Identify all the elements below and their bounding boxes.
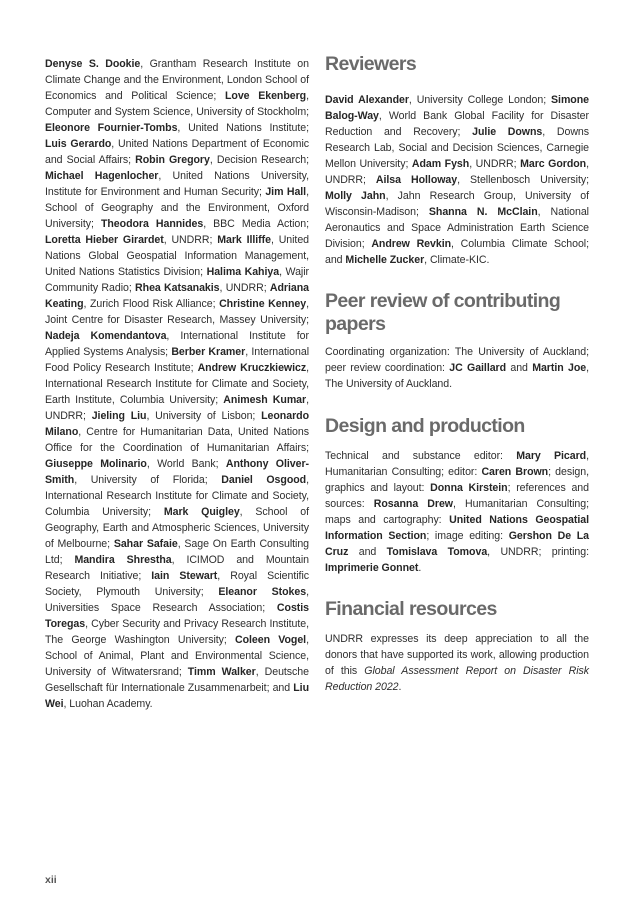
person-name: Coleen Vogel: [235, 634, 307, 646]
person-name: Mark Quigley: [163, 506, 240, 518]
person-name: Adriana Keating: [45, 282, 309, 310]
person-name: Sahar Safaie: [113, 538, 178, 550]
person-name: Simone Balog-Way: [325, 94, 589, 122]
person-name: Eleanor Stokes: [218, 586, 307, 598]
person-name: Luis Gerardo: [45, 138, 112, 150]
person-name: Imprimerie Gonnet: [325, 562, 419, 574]
page-number: xii: [45, 874, 57, 886]
person-name: Andrew Revkin: [371, 238, 452, 250]
peer-review-heading: Peer review of contributing papers: [325, 290, 561, 335]
person-name: Marc Gordon: [520, 158, 587, 170]
person-name: Molly Jahn: [325, 190, 386, 202]
person-name: Donna Kirstein: [430, 482, 508, 494]
peer-review-section: [325, 290, 589, 392]
reviewers-section: [325, 53, 589, 268]
person-name: Halima Kahiya: [206, 266, 280, 278]
person-name: Costis Toregas: [45, 602, 309, 630]
financial-resources-heading: Financial resources: [325, 598, 497, 620]
person-name: Julie Downs: [472, 126, 543, 138]
person-name: Gershon De La Cruz: [325, 530, 589, 558]
design-production-paragraph: Technical and substance editor: Mary Picard, Humanitarian Consulting; editor: Caren Brown; design, graphics and layout: Donna Kirstein; references and sources: Rosanna Drew, Humanitarian Consulting; maps and cartography: United Nations Geospatial Information Section; image editing: Gershon De La Cruz and Tomislava Tomova, UNDRR; printing: Imprimerie Gonnet.: [325, 450, 590, 574]
left-column: [45, 56, 309, 712]
person-name: Loretta Hieber Girardet: [45, 234, 164, 246]
peer-review-paragraph: Coordinating organization: The University of Auckland; peer review coordination: JC Gaillard and Martin Joe, The University of Auckland.: [325, 346, 589, 390]
person-name: Michelle Zucker: [345, 254, 425, 266]
person-name: David Alexander: [325, 94, 409, 106]
person-name: Love Ekenberg: [224, 90, 307, 102]
person-name: Robin Gregory: [135, 154, 210, 166]
person-name: Shanna N. McClain: [428, 206, 538, 218]
person-name: Daniel Osgood: [221, 474, 307, 486]
person-name: Jieling Liu: [91, 410, 147, 422]
person-name: Caren Brown: [481, 466, 549, 478]
person-name: Eleonore Fournier-Tombs: [45, 122, 178, 134]
person-name: United Nations Geospatial Information Section: [325, 514, 589, 542]
publication-title: Global Assessment Report on Disaster Risk Reduction 2022: [325, 665, 590, 693]
person-name: Ailsa Holloway: [375, 174, 458, 186]
person-name: Theodora Hannides: [100, 218, 204, 230]
person-name: Leonardo Milano: [45, 410, 309, 438]
person-name: Denyse S. Dookie: [45, 58, 141, 70]
design-production-section: [325, 415, 589, 576]
design-production-heading: Design and production: [325, 415, 525, 437]
person-name: JC Gaillard: [449, 362, 507, 374]
person-name: Nadeja Komendantova: [45, 330, 167, 342]
person-name: Mandira Shrestha: [74, 554, 172, 566]
person-name: Jim Hall: [265, 186, 307, 198]
person-name: Tomislava Tomova: [386, 546, 488, 558]
person-name: Timm Walker: [187, 666, 256, 678]
person-name: Martin Joe: [532, 362, 587, 374]
person-name: Rhea Katsanakis: [135, 282, 220, 294]
person-name: Rosanna Drew: [373, 498, 453, 510]
person-name: Michael Hagenlocher: [45, 170, 159, 182]
person-name: Adam Fysh: [411, 158, 470, 170]
person-name: Giuseppe Molinario: [45, 458, 147, 470]
person-name: Anthony Oliver-Smith: [45, 458, 309, 486]
person-name: Animesh Kumar: [223, 394, 307, 406]
person-name: Iain Stewart: [151, 570, 218, 582]
person-name: Mary Picard: [516, 450, 587, 462]
person-name: Mark Illiffe: [217, 234, 271, 246]
contributors-list-paragraph: Denyse S. Dookie, Grantham Research Institute on Climate Change and the Environment, London School of Economics and Political Science; Love Ekenberg, Computer and System Science, University of Stockholm; Eleonore Fournier-Tombs, United Nations Institute; Luis Gerardo, United Nations Department of Economic and Social Affairs; Robin Gregory, Decision Research; Michael Hagenlocher, United Nations University, Institute for Environment and Human Security; Jim Hall, School of Geography and the Environment, Oxford University; Theodora Hannides, BBC Media Action; Loretta Hieber Girardet, UNDRR; Mark Illiffe, United Nations Global Geospatial Information Management, United Nations Statistics Division; Halima Kahiya, Wajir Community Radio; Rhea Katsanakis, UNDRR; Adriana Keating, Zurich Flood Risk Alliance; Christine Kenney, Joint Centre for Disaster Research, Massey University; Nadeja Komendantova, International Institute for Applied Systems Analysis; Berber Kramer, International Food Policy Research Institute; Andrew Kruczkiewicz, International Research Institute for Climate and Society, Earth Institute, Columbia University; Animesh Kumar, UNDRR; Jieling Liu, University of Lisbon; Leonardo Milano, Centre for Humanitarian Data, United Nations Office for the Coordination of Humanitarian Affairs; Giuseppe Molinario, World Bank; Anthony Oliver-Smith, University of Florida; Daniel Osgood, International Research Institute for Climate and Society, Columbia University; Mark Quigley, School of Geography, Earth and Atmospheric Sciences, University of Melbourne; Sahar Safaie, Sage On Earth Consulting Ltd; Mandira Shrestha, ICIMOD and Mountain Research Initiative; Iain Stewart, Royal Scientific Society, Plymouth University; Eleanor Stokes, Universities Space Research Association; Costis Toregas, Cyber Security and Privacy Research Institute, The George Washington University; Coleen Vogel, School of Animal, Plant and Environmental Science, University of Witwatersrand; Timm Walker, Deutsche Gesellschaft für Internationale Zusammenarbeit; and Liu Wei, Luohan Academy.: [45, 58, 310, 710]
person-name: Liu Wei: [45, 682, 309, 710]
person-name: Berber Kramer: [171, 346, 246, 358]
financial-resources-section: [325, 598, 589, 695]
financial-resources-paragraph: UNDRR expresses its deep appreciation to all the donors that have supported its work, allowing production of this Global Assessment Report on Disaster Risk Reduction 2022.: [325, 633, 590, 693]
person-name: Christine Kenney: [219, 298, 307, 310]
reviewers-paragraph: David Alexander, University College London; Simone Balog-Way, World Bank Global Facility for Disaster Reduction and Recovery; Julie Downs, Downs Research Lab, Social and Decision Sciences, Carnegie Mellon University; Adam Fysh, UNDRR; Marc Gordon, UNDRR; Ailsa Holloway, Stellenbosch University; Molly Jahn, Jahn Research Group, University of Wisconsin-Madison; Shanna N. McClain, National Aeronautics and Space Administration Earth Science Division; Andrew Revkin, Columbia Climate School; and Michelle Zucker, Climate-KIC.: [325, 94, 590, 266]
reviewers-heading: Reviewers: [325, 53, 417, 75]
person-name: Andrew Kruczkiewicz: [197, 362, 307, 374]
